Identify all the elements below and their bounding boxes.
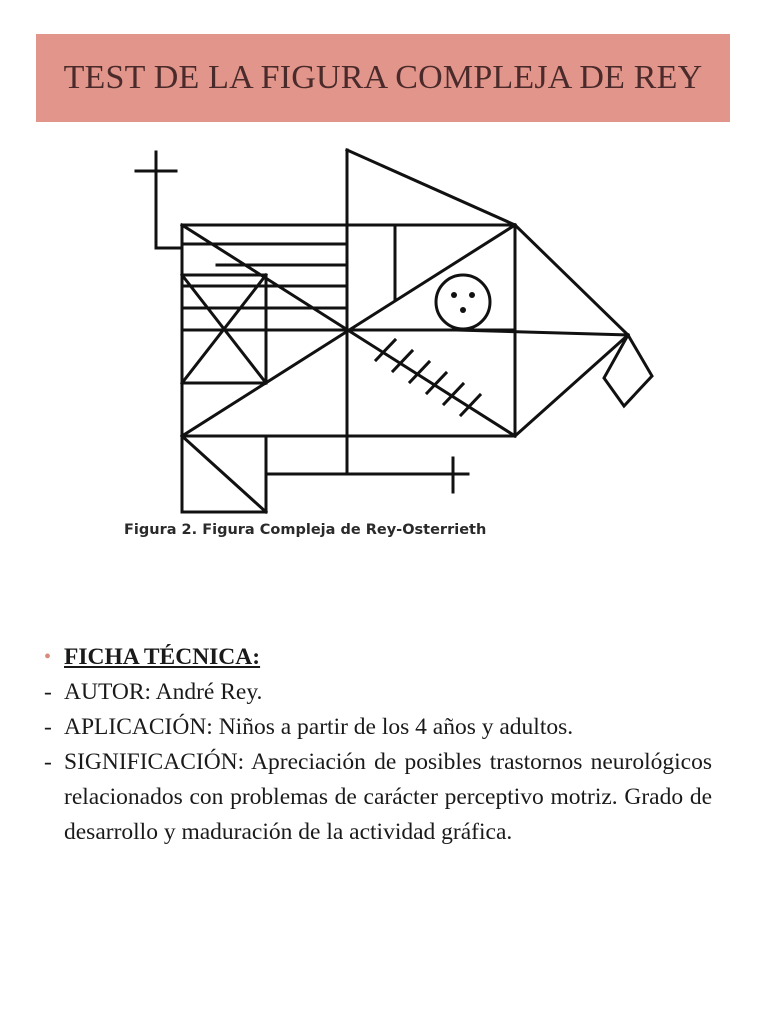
- bullet-marker: •: [44, 646, 52, 668]
- list-item-significance: [44, 745, 712, 850]
- top-triangle-edge: [347, 150, 515, 225]
- title-banner: [36, 34, 730, 122]
- diamond: [604, 335, 652, 406]
- face-dot-1: [451, 292, 457, 298]
- technical-sheet: [44, 640, 712, 850]
- dash-marker: -: [44, 679, 52, 705]
- right-triangle-upper: [515, 225, 628, 335]
- right-midline: [458, 330, 628, 335]
- face-dot-2: [469, 292, 475, 298]
- list-item-author: [44, 675, 712, 710]
- face-dot-3: [460, 307, 466, 313]
- face-circle: [436, 275, 490, 329]
- page-title: TEST DE LA FIGURA COMPLEJA DE REY: [63, 59, 703, 96]
- list-item-application: [44, 710, 712, 745]
- rey-figure-drawing: [110, 140, 670, 520]
- figure-caption: Figura 2. Figura Compleja de Rey-Osterrieth: [124, 522, 487, 538]
- heading-line: [44, 640, 712, 675]
- dash-marker: -: [44, 714, 52, 740]
- rey-complex-figure: [110, 140, 670, 520]
- list-item-text: SIGNIFICACIÓN: Apreciación de posibles trastornos neurológicos relacionados con problemas de carácter perceptivo motriz. Grado de desarrollo y maduración de la actividad gráfica.: [64, 749, 712, 845]
- section-heading: FICHA TÉCNICA:: [64, 644, 261, 670]
- bottom-left-diagonal: [182, 436, 266, 512]
- list-item-text: AUTOR: André Rey.: [64, 679, 263, 705]
- list-item-text: APLICACIÓN: Niños a partir de los 4 años y adultos.: [64, 714, 574, 740]
- dash-marker: -: [44, 749, 52, 775]
